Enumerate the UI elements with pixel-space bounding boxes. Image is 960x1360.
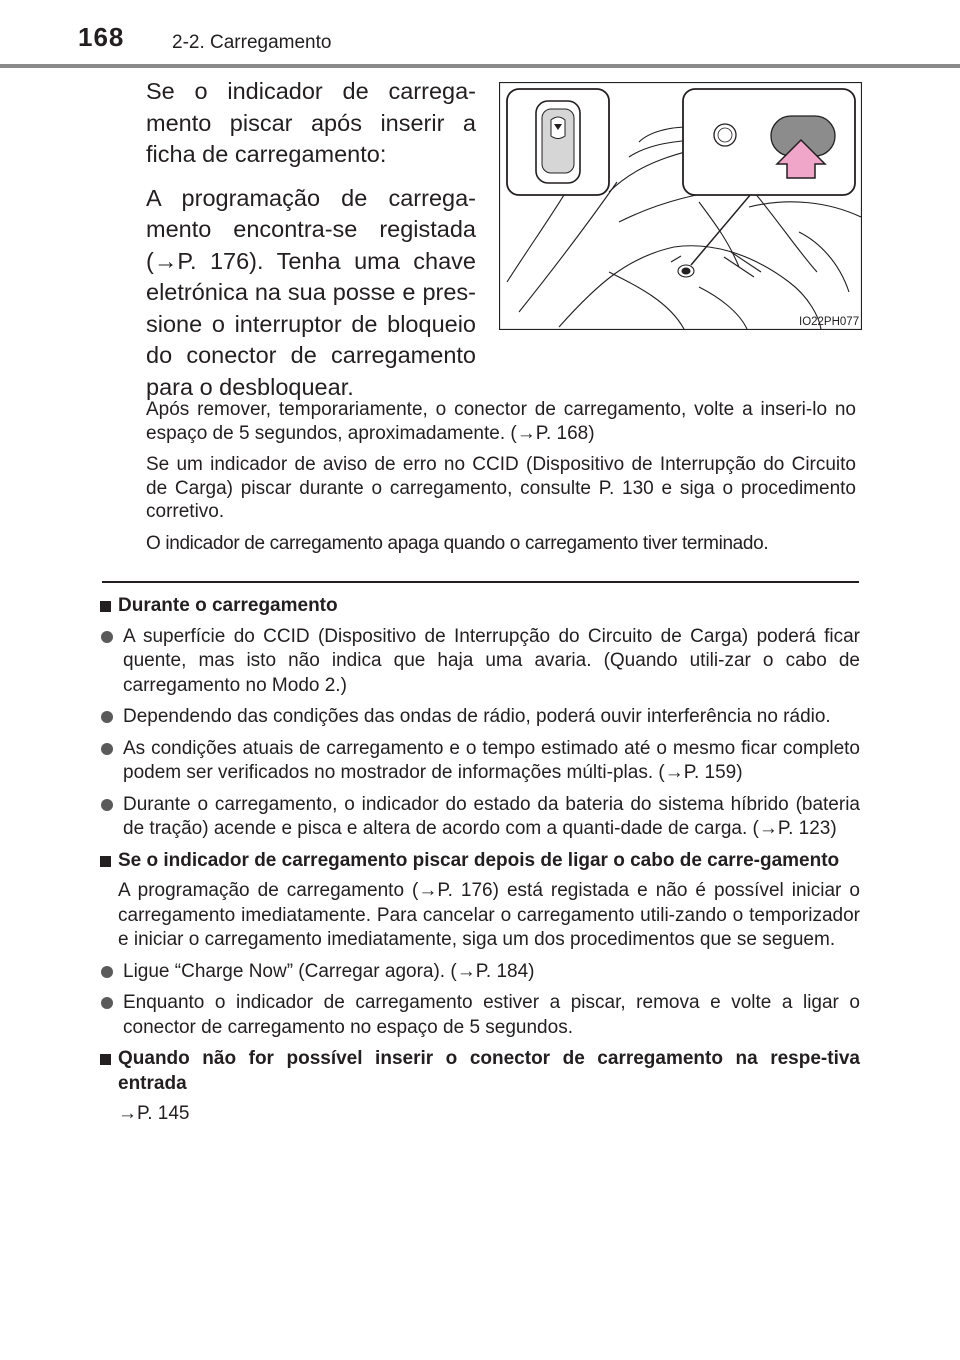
section-divider (102, 581, 859, 583)
bullet-item: Ligue “Charge Now” (Carregar agora). (→P. 184) (98, 960, 860, 985)
key-fob-inset (507, 89, 609, 195)
circle-bullet-icon (101, 799, 113, 811)
square-bullet-icon (100, 856, 111, 867)
note-ccid-warning: Se um indicador de aviso de erro no CCID (Dispositivo de Interrupção do Circuito de Carga) piscar durante o carregamento, consulte P. 130 e siga o procedimento corretivo. (146, 454, 856, 522)
circle-bullet-icon (101, 997, 113, 1009)
schedule-explanation: A programação de carregamento (→P. 176) está registada e não é possível iniciar o carregamento imediatamente. Para cancelar o carregamento utili-zando o temporizador e iniciar o carregamento imediatamente, siga um dos procedimentos que se seguem. (118, 880, 860, 950)
bullet-item: As condições atuais de carregamento e o tempo estimado até o mesmo ficar completo podem ser verificados no mostrador de informações múlti-plas. (→P. 159) (98, 737, 860, 786)
bullet-item: A superfície do CCID (Dispositivo de Interrupção do Circuito de Carga) poderá ficar quente, mas isto não indica que haja uma avaria. (Quando utili-zar o cabo de carregamento no Modo 2.) (98, 625, 860, 699)
lock-switch-inset (683, 89, 855, 195)
note-indicator-off: O indicador de carregamento apaga quando o carregamento tiver terminado. (146, 532, 769, 554)
page-reference: →P. 145 (118, 1103, 190, 1124)
intro-instruction: A programação de carrega-mento encontra-se registada (→P. 176). Tenha uma chave eletrónica na sua posse e pres-sione o interruptor de bloqueio do conector de carregamento para o desbloquear. (146, 184, 476, 400)
heading-indicator-flashing: Se o indicador de carregamento piscar depois de ligar o cabo de carre-gamento (98, 849, 860, 874)
circle-bullet-icon (101, 743, 113, 755)
illustration-code: IO22PH077 (799, 316, 860, 328)
intro-text (146, 76, 476, 415)
bullet-item: Enquanto o indicador de carregamento estiver a piscar, remova e volte a ligar o conector de carregamento no espaço de 5 segundos. (98, 991, 860, 1040)
body-content (98, 594, 860, 1134)
section-title: 2-2. Carregamento (172, 32, 332, 53)
circle-bullet-icon (101, 966, 113, 978)
page-header (0, 0, 960, 70)
notes (146, 398, 856, 563)
square-bullet-icon (100, 601, 111, 612)
charging-connector-illustration (499, 82, 862, 330)
bullet-item: Dependendo das condições das ondas de rádio, poderá ouvir interferência no rádio. (98, 705, 860, 730)
bullet-item: Durante o carregamento, o indicador do estado da bateria do sistema híbrido (bateria de tração) acende e pisca e altera de acordo com a quanti-dade de carga. (→P. 123) (98, 793, 860, 842)
intro-condition: Se o indicador de carrega-mento piscar após inserir a ficha de carregamento: (146, 78, 476, 167)
heading-during-charging: Durante o carregamento (98, 594, 860, 619)
page-number: 168 (78, 22, 125, 52)
circle-bullet-icon (101, 711, 113, 723)
square-bullet-icon (100, 1054, 111, 1065)
note-reinsert: Após remover, temporariamente, o conector de carregamento, volte a inseri-lo no espaço de 5 segundos, aproximadamente. (→P. 168) (146, 399, 856, 444)
heading-cannot-insert: Quando não for possível inserir o conector de carregamento na respe-tiva entrada (98, 1047, 860, 1096)
header-rule (0, 64, 960, 68)
circle-bullet-icon (101, 631, 113, 643)
